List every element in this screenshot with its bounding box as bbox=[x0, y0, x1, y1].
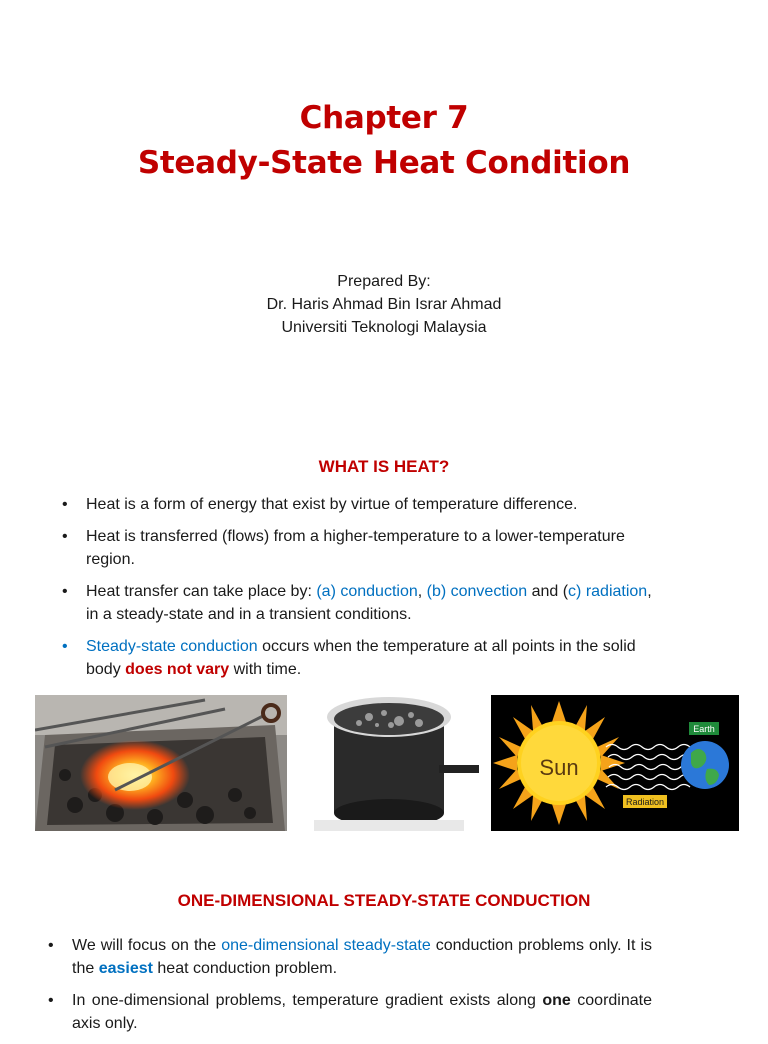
bullet-text: conduction problems only. It is the bbox=[72, 937, 652, 977]
bullet-text: Heat is transferred (flows) from a higher-temperature to a lower-temperature region. bbox=[86, 528, 625, 568]
bullet-text: and ( bbox=[527, 583, 569, 600]
heat-bullet-list bbox=[62, 493, 662, 690]
bullet-icon: • bbox=[62, 528, 68, 545]
bullet-text: In one-dimensional problems, temperature gradient exists along bbox=[72, 992, 543, 1009]
term-steady-state-conduction: Steady-state conduction bbox=[86, 638, 258, 655]
chapter-number-title: Chapter 7 bbox=[299, 100, 469, 136]
bullet-icon: • bbox=[62, 638, 68, 655]
term-one-dimensional-steady-state: one-dimensional steady-state bbox=[221, 937, 431, 954]
list-item bbox=[48, 989, 652, 1035]
author-name: Dr. Haris Ahmad Bin Israr Ahmad bbox=[266, 296, 502, 313]
section-heading-one-dimensional: ONE-DIMENSIONAL STEADY-STATE CONDUCTION bbox=[177, 891, 591, 910]
author-university: Universiti Teknologi Malaysia bbox=[281, 319, 487, 336]
bullet-text: , in a steady-state and in a transient conditions. bbox=[86, 583, 652, 623]
bullet-text: Heat transfer can take place by: bbox=[86, 583, 317, 600]
section-heading-what-is-heat: WHAT IS HEAT? bbox=[318, 457, 450, 476]
bullet-text: occurs when the temperature at all points in the solid body bbox=[86, 638, 636, 678]
bullet-text: heat conduction problem. bbox=[152, 960, 338, 977]
radiation-label: Radiation bbox=[625, 797, 665, 807]
bullet-icon: • bbox=[48, 937, 54, 954]
bullet-text: We will focus on the bbox=[72, 937, 222, 954]
bullet-text: coordinate axis only. bbox=[72, 992, 652, 1032]
bullet-icon: • bbox=[48, 992, 54, 1009]
emphasis-easiest: easiest bbox=[98, 960, 153, 977]
sun-label: Sun bbox=[539, 755, 579, 780]
term-convection: (b) convection bbox=[426, 583, 528, 600]
emphasis-one: one bbox=[542, 992, 571, 1009]
list-item bbox=[62, 635, 662, 681]
bullet-text: Heat is a form of energy that exist by virtue of temperature difference. bbox=[86, 496, 578, 513]
list-item bbox=[62, 493, 662, 516]
bullet-icon: • bbox=[62, 583, 68, 600]
sun-radiation-image bbox=[491, 695, 739, 831]
prepared-by-label: Prepared By: bbox=[337, 273, 431, 290]
term-radiation: c) radiation bbox=[568, 583, 648, 600]
bullet-icon: • bbox=[62, 496, 68, 513]
list-item bbox=[62, 525, 662, 571]
term-conduction: (a) conduction bbox=[316, 583, 418, 600]
list-item bbox=[62, 580, 662, 626]
emphasis-does-not-vary: does not vary bbox=[125, 661, 230, 678]
author-block bbox=[0, 270, 768, 339]
bullet-text: , bbox=[417, 583, 427, 600]
forge-fire-image bbox=[35, 695, 287, 831]
chapter-title: Steady-State Heat Condition bbox=[137, 145, 631, 181]
boiling-pot-image bbox=[299, 695, 479, 831]
conduction-bullet-list bbox=[48, 934, 652, 1044]
bullet-text: with time. bbox=[229, 661, 302, 678]
earth-label: Earth bbox=[693, 724, 715, 734]
list-item bbox=[48, 934, 652, 980]
